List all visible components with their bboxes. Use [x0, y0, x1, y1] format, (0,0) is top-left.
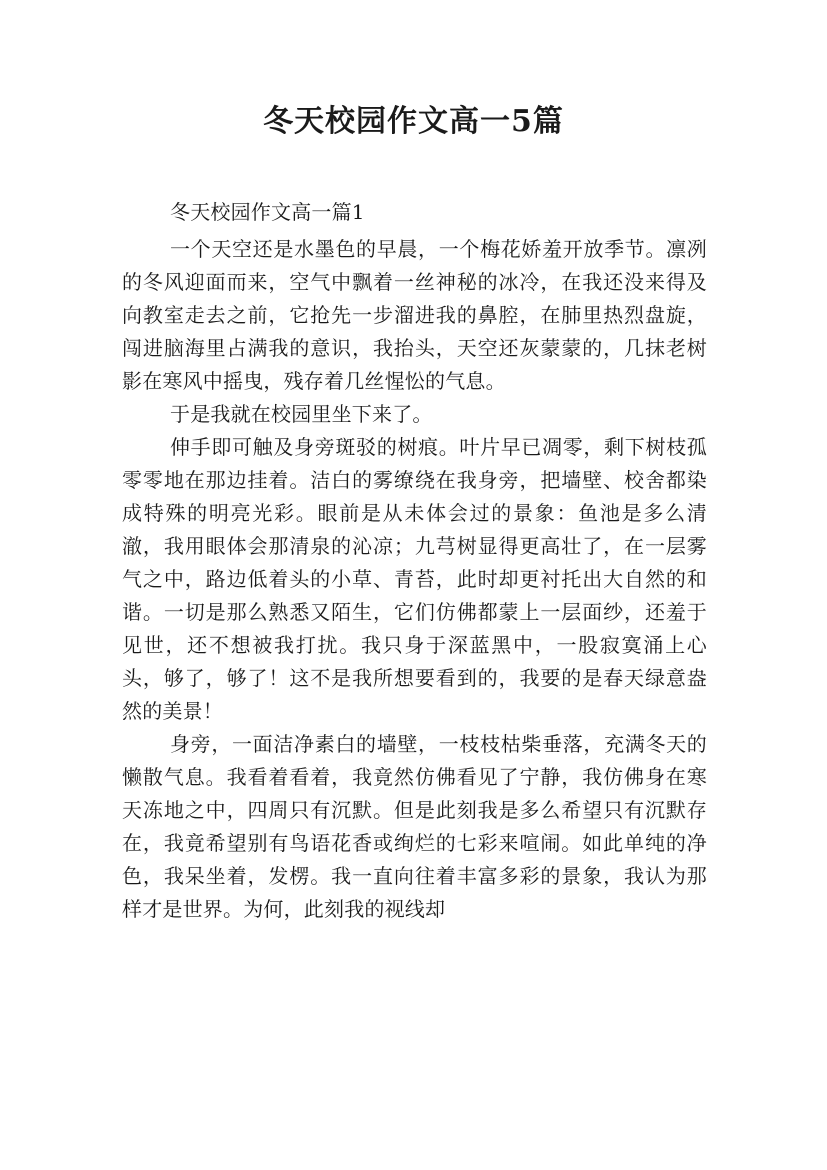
paragraph: 伸手即可触及身旁斑驳的树痕。叶片早已凋零，剩下树枝孤零零地在那边挂着。洁白的雾缭绕在我身旁，把墙壁、校舍都染成特殊的明亮光彩。眼前是从未体会过的景象：鱼池是多么清澈，我用眼体会那清泉的沁凉；九芎树显得更高壮了，在一层雾气之中，路边低着头的小草、青苔，此时却更衬托出大自然的和谐。一切是那么熟悉又陌生，它们仿佛都蒙上一层面纱，还羞于见世，还不想被我打扰。我只身于深蓝黑中，一股寂寞涌上心头，够了，够了！这不是我所想要看到的，我要的是春天绿意盎然的美景！ [122, 435, 707, 723]
paragraph: 一个天空还是水墨色的早晨，一个梅花娇羞开放季节。凛冽的冬风迎面而来，空气中飘着一丝神秘的冰冷，在我还没来得及向教室走去之前，它抢先一步溜进我的鼻腔，在肺里热烈盘旋，闯进脑海里占满我的意识，我抬头，天空还灰蒙蒙的，几抹老树影在寒风中摇曳，残存着几丝惺忪的气息。 [122, 237, 707, 393]
document-title: 冬天校园作文高一5篇 [263, 104, 564, 139]
document-body [122, 196, 707, 926]
paragraph: 于是我就在校园里坐下来了。 [170, 402, 433, 426]
paragraph: 身旁，一面洁净素白的墙壁，一枝枝枯柴垂落，充满冬天的懒散气息。我看着看着，我竟然仿佛看见了宁静，我仿佛身在寒天冻地之中，四周只有沉默。但是此刻我是多么希望只有沉默存在，我竟希望别有鸟语花香或绚烂的七彩来喧闹。如此单纯的净色，我呆坐着，发楞。我一直向往着丰富多彩的景象，我认为那样才是世界。为何，此刻我的视线却 [122, 732, 707, 921]
section-heading: 冬天校园作文高一篇1 [170, 200, 365, 224]
